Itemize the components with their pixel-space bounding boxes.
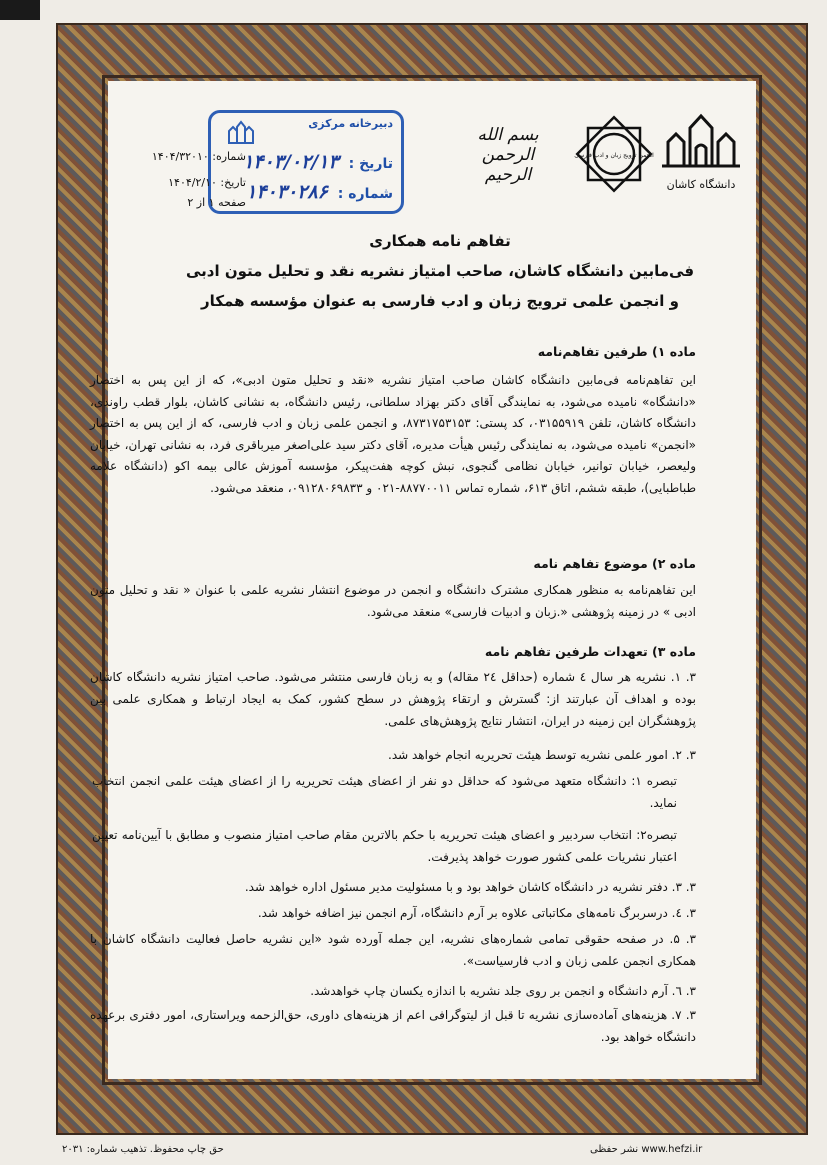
- article-1-text: این تفاهم‌نامه فی‌مابین دانشگاه کاشان صاحب امتیاز نشریه «نقد و تحلیل متون ادبی»، که از این پس به اختصار «دانشگاه» نامیده می‌شود، به نمایندگی آقای دکتر بهزاد سلطانی، رئیس دانشگاه، به نشانی کاشان، بلوار قطب راوندی، دانشگاه کاشان، تلفن ۰۳۱۵۵۹۱۹، کد پستی: ۸۷۳۱۷۵۳۱۵۳، و انجمن علمی زبان و ادب فارسی، که از این پس به اختصار «انجمن» نامیده می‌شود، به نمایندگی رئیس هیأت مدیره، آقای دکتر سید علی‌اصغر میرباقری فرد، به نشانی تهران، خیابان ولیعصر، خیابان توانیر، خیابان نظامی گنجوی، نبش کوچه هفت‌پیکر، مؤسسه آموزش عالی بیمه اکو (دانشگاه علامه طباطبایی)، طبقه ششم، اتاق ۶۱۳، شماره تماس ۸۸۷۷۰۰۱۱-۰۲۱ و ۰۹۱۲۸۰۶۹۸۳۳، منعقد می‌شود.: [90, 373, 696, 495]
- article-3-item-1: ۳. ۱. نشریه هر سال ٤ شماره (حداقل ۲٤ مقاله) و به زبان فارسی منتشر می‌شود. صاحب امتیاز نشریه دانشگاه کاشان بوده و اهداف آن عبارتند از: گسترش و ارتقاء پژوهش در سطح کشور، کمک به ایجاد ارتباط و همکاری علمی بین پژوهشگران این زمینه در ایران، انتشار نتایج پژوهش‌های علمی.: [90, 670, 696, 728]
- ref-number: شماره: ۱۴۰۴/۳۲۰۱۰: [151, 150, 246, 163]
- stamp-number-value: ۱۴۰۳۰۲۸۶: [246, 181, 328, 203]
- stamp-date-row: [243, 151, 393, 173]
- article-3-item-2: ۳. ۲. امور علمی نشریه توسط هیئت تحریریه انجام خواهد شد.: [388, 748, 696, 762]
- article-3-item-6: ۳. ٦. آرم دانشگاه و انجمن بر روی جلد نشریه با اندازه یکسان چاپ خواهدشد.: [310, 984, 696, 998]
- article-3-item-7: ۳. ۷. هزینه‌های آماده‌سازی نشریه تا قبل از لیتوگرافی اعم از هزینه‌های داوری، حق‌الزحمه ویراستاری، امور دفتری برعهده دانشگاه خواهد بود.: [90, 1008, 696, 1044]
- footer-publisher: www.hefzi.ir نشر حفظی: [590, 1144, 703, 1155]
- stamp-number-label: شماره :: [337, 186, 393, 202]
- anjoman-logo: [572, 112, 656, 196]
- ref-page: صفحه ۱ از ۲: [187, 196, 246, 209]
- stamp-date-label: تاریخ :: [348, 156, 393, 172]
- article-2-text: این تفاهم‌نامه به منظور همکاری مشترک دانشگاه و انجمن در موضوع انتشار نشریه علمی با عنوان « نقد و تحلیل متون ادبی » در زمینه پژوهشی «.زبان و ادبیات فارسی» منعقد می‌شود.: [90, 583, 696, 619]
- kashan-university-logo: [656, 108, 746, 198]
- basmala: بسم الله الرحمن الرحیم: [477, 125, 539, 185]
- footer-copyright: حق چاپ محفوظ. تذهیب شماره: ۲۰۳۱: [62, 1144, 224, 1155]
- article-3-item-5: ۳. ۵. در صفحه حقوقی تمامی شماره‌های نشریه، این جمله آورده شود «این نشریه حاصل فعالیت دانشگاه کاشان با همکاری انجمن علمی زبان و ادب فارسیاست».: [90, 932, 696, 968]
- stamp-date-value: ۱۴۰۳/۰۲/۱۳: [243, 151, 339, 173]
- article-2-heading: ماده ۲) موضوع تفاهم نامه: [533, 556, 696, 571]
- stamp-number-row: [246, 181, 393, 203]
- article-3-heading: ماده ۳) تعهدات طرفین تفاهم نامه: [484, 644, 696, 659]
- ref-date: تاریخ: ۱۴۰۴/۲/۱۰: [168, 176, 246, 189]
- kashan-logo-caption: دانشگاه کاشان: [666, 178, 736, 191]
- article-3-note-1: تبصره ۱: دانشگاه متعهد می‌شود که حداقل دو نفر از اعضای هیئت تحریریه را از اعضای هیئت علمی انجمن انتخاب نماید.: [92, 774, 678, 810]
- title-line-2: فی‌مابین دانشگاه کاشان، صاحب امتیاز نشریه نقد و تحلیل متون ادبی: [185, 262, 695, 280]
- stamp-org: دبیرخانه مرکزی: [308, 117, 393, 130]
- article-3-note-2: تبصره۲: انتخاب سردبیر و اعضای هیئت تحریریه با حکم بالاترین مقام صاحب امتیاز منصوب و مطابق با آیین‌نامه تعیین اعتبار نشریات علمی کشور صورت خواهد پذیرفت.: [92, 828, 677, 864]
- article-3-item-3: ۳. ۳. دفتر نشریه در دانشگاه کاشان خواهد بود و با مسئولیت مدیر مسئول اداره خواهد شد.: [244, 880, 696, 894]
- title-line-1: تفاهم نامه همکاری: [369, 232, 511, 250]
- article-1-heading: ماده ۱) طرفین تفاهم‌نامه: [537, 344, 696, 359]
- title-line-3: و انجمن علمی ترویج زبان و ادب فارسی به عنوان مؤسسه همکار: [201, 292, 679, 310]
- anjoman-logo-text: انجمن ترویج زبان و ادب فارسی: [574, 152, 654, 159]
- stamp-seal-icon: [225, 119, 257, 147]
- article-3-item-4: ۳. ٤. درسربرگ نامه‌های مکاتباتی علاوه بر آرم دانشگاه، آرم انجمن نیز اضافه خواهد شد.: [257, 906, 696, 920]
